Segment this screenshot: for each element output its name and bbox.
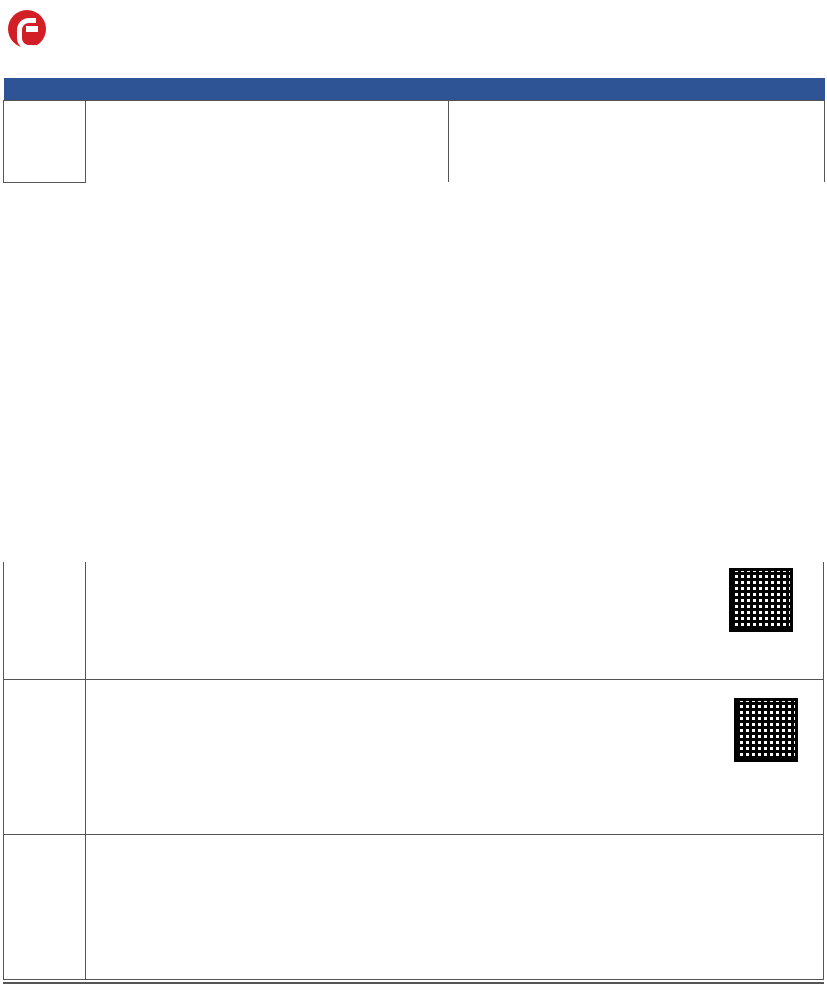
col-category xyxy=(4,78,86,100)
change-cell xyxy=(739,100,825,121)
footer xyxy=(3,982,824,1002)
report-header xyxy=(0,0,827,62)
indicator-cell xyxy=(449,141,639,162)
indicator-cell xyxy=(86,100,256,121)
latest-cell xyxy=(639,100,739,121)
col-indicator-1 xyxy=(86,78,256,100)
table-row xyxy=(4,162,825,183)
latest-cell xyxy=(256,100,366,121)
col-latest-1 xyxy=(256,78,366,100)
change-cell xyxy=(739,141,825,162)
view-summary-section xyxy=(3,680,824,835)
col-change-1 xyxy=(366,78,449,100)
change-cell xyxy=(366,162,449,183)
view-summary-label xyxy=(4,680,86,834)
table-row xyxy=(4,141,825,162)
key-focus-label xyxy=(4,835,86,979)
ruida-logo-icon xyxy=(8,10,46,48)
col-change-2 xyxy=(739,78,825,100)
table-row xyxy=(4,121,825,142)
change-cell xyxy=(739,121,825,142)
col-indicator-2 xyxy=(449,78,639,100)
latest-cell xyxy=(256,162,366,183)
key-focus-section xyxy=(3,835,824,980)
industry-news-section xyxy=(3,562,824,680)
latest-cell xyxy=(256,141,366,162)
change-cell xyxy=(366,100,449,121)
qr-code-icon xyxy=(734,698,798,762)
change-cell xyxy=(366,141,449,162)
indicator-cell xyxy=(86,121,256,142)
company-logo xyxy=(8,8,178,54)
category-cell xyxy=(4,100,86,182)
indicator-cell xyxy=(449,100,639,121)
indicator-cell xyxy=(449,162,639,183)
latest-cell xyxy=(256,121,366,142)
latest-cell xyxy=(639,121,739,142)
industry-news-label xyxy=(4,562,86,679)
change-cell xyxy=(739,162,825,183)
col-latest-2 xyxy=(639,78,739,100)
author-line xyxy=(10,62,58,76)
table-header xyxy=(4,78,825,100)
table-row xyxy=(4,100,825,121)
indicator-cell xyxy=(449,121,639,142)
data-table xyxy=(3,78,825,183)
change-cell xyxy=(366,121,449,142)
indicator-cell xyxy=(86,141,256,162)
latest-cell xyxy=(639,162,739,183)
indicator-cell xyxy=(86,162,256,183)
qr-code-icon xyxy=(729,568,793,632)
latest-cell xyxy=(639,141,739,162)
